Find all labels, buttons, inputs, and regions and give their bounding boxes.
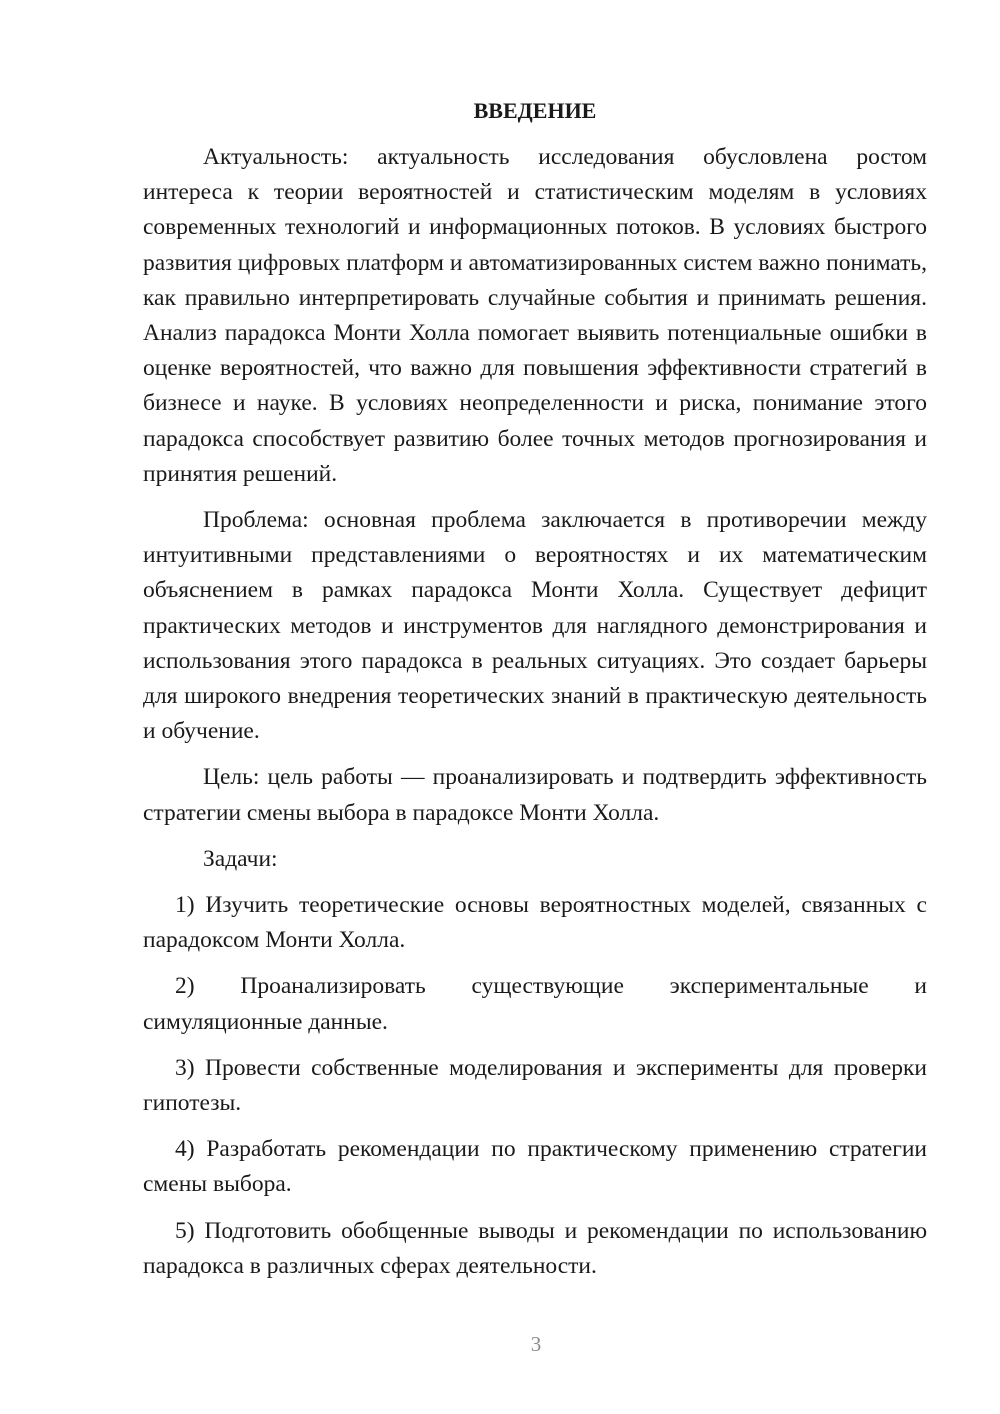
task-item-2: 2) Проанализировать существующие экспериментальные и симуляционные данные. [143,973,927,1035]
task-list [143,888,927,1284]
task-item-1: 1) Изучить теоретические основы вероятностных моделей, связанных с парадоксом Монти Холла. [143,892,927,954]
task-item-3: 3) Провести собственные моделирования и эксперименты для проверки гипотезы. [143,1054,927,1117]
goal-paragraph: Цель: цель работы — проанализировать и подтвердить эффективность стратегии смены выбора в парадоксе Монти Холла. [143,764,927,826]
task-item-5: 5) Подготовить обобщенные выводы и рекомендации по использованию парадокса в различных сферах деятельности. [143,1217,927,1279]
tasks-label: Задачи: [203,845,278,872]
page-title: ВВЕДЕНИЕ [473,98,597,123]
page-content [143,96,927,1295]
problem-paragraph: Проблема: основная проблема заключается в противоречии между интуитивными представлениями о вероятностях и их математическим объяснением в рамках парадокса Монти Холла. Существует дефицит практических методов и инструментов для наглядного демонстрирования и использования этого парадокса в реальных ситуациях. Это создает барьеры для широкого внедрения теоретических знаний в практическую деятельность и обучение. [143,507,927,745]
page-number: 3 [530,1332,542,1356]
task-item-4: 4) Разработать рекомендации по практическому применению стратегии смены выбора. [143,1136,927,1198]
relevance-paragraph: Актуальность: актуальность исследования обусловлена ростом интереса к теории вероятностей и статистическим моделям в условиях современных технологий и информационных потоков. В условиях быстрого развития цифровых платформ и автоматизированных систем важно понимать, как правильно интерпретировать случайные события и принимать решения. Анализ парадокса Монти Холла помогает выявить потенциальные ошибки в оценке вероятностей, что важно для повышения эффективности стратегий в бизнесе и науке. В условиях неопределенности и риска, понимание этого парадокса способствует развитию более точных методов прогнозирования и принятия решений. [143,144,927,487]
